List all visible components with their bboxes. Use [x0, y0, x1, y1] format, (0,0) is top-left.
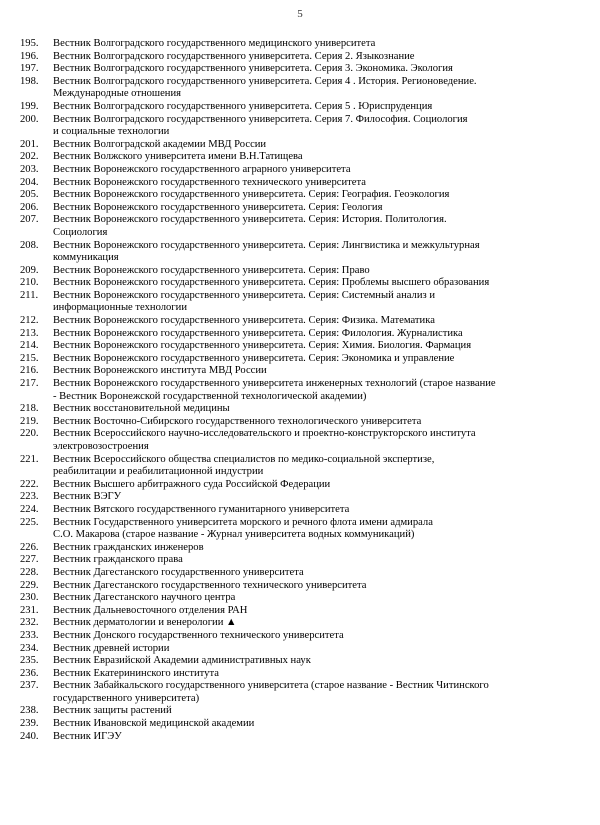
list-item-number: 218.	[20, 403, 39, 415]
list-item-title	[53, 63, 586, 76]
list-item	[20, 189, 586, 202]
list-item-title	[53, 76, 586, 101]
list-item	[20, 202, 586, 215]
list-item-title	[53, 718, 586, 731]
list-item-line: Вестник Дальневосточного отделения РАН	[53, 604, 248, 616]
list-item	[20, 617, 586, 630]
list-item	[20, 101, 586, 114]
list-item-line: Вестник Высшего арбитражного суда Российской Федерации	[53, 478, 331, 490]
list-item-line: Вестник Волгоградского государственного университета. Серия 5 . Юриспруденция	[53, 100, 433, 112]
list-item-number: 204.	[20, 176, 39, 188]
list-item-number: 210.	[20, 277, 39, 289]
list-item-title	[53, 680, 586, 705]
list-item-line: Вестник Воронежского государственного аграрного университета	[53, 163, 351, 175]
list-item	[20, 567, 586, 580]
list-item-number: 229.	[20, 579, 39, 591]
list-item-line: Вестник Воронежского государственного университета инженерных технологий (старое название	[53, 378, 496, 390]
list-item	[20, 517, 586, 542]
list-item-title	[53, 542, 586, 555]
list-item	[20, 214, 586, 239]
list-item	[20, 680, 586, 705]
list-item-title	[53, 630, 586, 643]
list-item-title	[53, 655, 586, 668]
list-item	[20, 731, 586, 744]
list-item	[20, 378, 586, 403]
list-item-line: Вестник Воронежского государственного университета. Серия: География. Геоэкология	[53, 189, 450, 201]
list-item	[20, 554, 586, 567]
list-item-title	[53, 277, 586, 290]
list-item	[20, 479, 586, 492]
list-item-number: 238.	[20, 705, 39, 717]
list-item-number: 205.	[20, 189, 39, 201]
list-item-line: Вестник древней истории	[53, 642, 170, 654]
list-item-line: - Вестник Воронежской государственной технологической академии)	[53, 390, 367, 402]
list-item-line: Вестник Волжского университета имени В.Н.Татищева	[53, 151, 303, 163]
list-item-number: 209.	[20, 264, 39, 276]
list-item-line: информационные технологии	[53, 302, 187, 314]
list-item-line: Вестник Воронежского государственного университета. Серия: Проблемы высшего образования	[53, 277, 490, 289]
list-item-title	[53, 189, 586, 202]
list-item	[20, 504, 586, 517]
list-item-line: Вестник Волгоградского государственного университета. Серия 4 . История. Регионоведение.	[53, 75, 477, 87]
list-item-line: Вестник Воронежского государственного университета. Серия: Право	[53, 264, 370, 276]
list-item-line: Вестник Волгоградского государственного университета. Серия 3. Экономика. Экология	[53, 63, 453, 75]
list-item-line: Вестник защиты растений	[53, 705, 172, 717]
list-item	[20, 114, 586, 139]
list-item-title	[53, 592, 586, 605]
list-item-line: Вестник Восточно-Сибирского государственного технологического университета	[53, 415, 422, 427]
page-number: 5	[297, 8, 303, 20]
list-item-line: Вестник Волгоградского государственного медицинского университета	[53, 38, 376, 49]
list-item-number: 237.	[20, 680, 39, 692]
list-item	[20, 177, 586, 190]
list-item-line: С.О. Макарова (старое название - Журнал университета водных коммуникаций)	[53, 529, 415, 541]
list-item	[20, 51, 586, 64]
list-item	[20, 655, 586, 668]
list-item-title	[53, 101, 586, 114]
list-item-number: 219.	[20, 415, 39, 427]
list-item-number: 207.	[20, 214, 39, 226]
list-item-title	[53, 504, 586, 517]
list-item-title	[53, 643, 586, 656]
list-item-number: 224.	[20, 503, 39, 515]
list-item-line: Вестник гражданского права	[53, 554, 183, 566]
list-item-line: Вестник Дагестанского государственного университета	[53, 566, 304, 578]
list-item-line: реабилитации и реабилитационной индустрии	[53, 466, 264, 478]
list-item-line: Вестник Всероссийского научно-исследовательского и проектно-конструкторского института	[53, 428, 476, 440]
list-item-line: Вестник ИГЭУ	[53, 730, 122, 742]
list-item-line: Вестник Воронежского государственного университета. Серия: История. Политология.	[53, 214, 447, 226]
list-item-title	[53, 479, 586, 492]
list-item-line: Вестник Воронежского государственного университета. Серия: Геология	[53, 201, 383, 213]
list-item-line: Вестник Всероссийского общества специалистов по медико-социальной экспертизе,	[53, 453, 435, 465]
list-item-number: 234.	[20, 642, 39, 654]
list-item-title	[53, 617, 586, 630]
list-item-number: 200.	[20, 113, 39, 125]
list-item-line: Вестник Воронежского государственного университета. Серия: Физика. Математика	[53, 315, 435, 327]
list-item-number: 225.	[20, 516, 39, 528]
list-item	[20, 315, 586, 328]
list-item-number: 212.	[20, 315, 39, 327]
list-item-number: 228.	[20, 566, 39, 578]
journal-list	[20, 38, 586, 743]
list-item-title	[53, 177, 586, 190]
list-item-line: государственного университета)	[53, 692, 200, 704]
list-item	[20, 290, 586, 315]
list-item	[20, 38, 586, 51]
list-item-title	[53, 517, 586, 542]
list-item-line: Вестник Евразийской Академии административных наук	[53, 655, 311, 667]
list-item-number: 239.	[20, 718, 39, 730]
list-item	[20, 76, 586, 101]
list-item-line: Вестник Екатерининского института	[53, 667, 219, 679]
list-item-number: 196.	[20, 50, 39, 62]
list-item-line: Вестник Воронежского государственного университета. Серия: Химия. Биология. Фармация	[53, 340, 472, 352]
list-item-line: Вестник Дагестанского государственного технического университета	[53, 579, 367, 591]
list-item	[20, 428, 586, 453]
list-item	[20, 643, 586, 656]
list-item	[20, 353, 586, 366]
list-item	[20, 542, 586, 555]
list-item	[20, 592, 586, 605]
list-item	[20, 668, 586, 681]
list-item-title	[53, 353, 586, 366]
list-item-number: 220.	[20, 428, 39, 440]
list-item	[20, 365, 586, 378]
list-item-title	[53, 328, 586, 341]
list-item-number: 223.	[20, 491, 39, 503]
list-item-line: и социальные технологии	[53, 126, 170, 138]
list-item-line: Вестник Воронежского государственного технического университета	[53, 176, 366, 188]
list-item	[20, 277, 586, 290]
list-item-number: 214.	[20, 340, 39, 352]
list-item	[20, 139, 586, 152]
list-item-number: 230.	[20, 592, 39, 604]
list-item	[20, 491, 586, 504]
list-item-title	[53, 731, 586, 744]
list-item-title	[53, 403, 586, 416]
list-item-title	[53, 365, 586, 378]
list-item-number: 199.	[20, 100, 39, 112]
list-item-title	[53, 151, 586, 164]
list-item-title	[53, 454, 586, 479]
list-item-number: 227.	[20, 554, 39, 566]
list-item	[20, 705, 586, 718]
list-item-number: 202.	[20, 151, 39, 163]
list-item-number: 215.	[20, 352, 39, 364]
list-item-title	[53, 114, 586, 139]
list-item-line: Вестник гражданских инженеров	[53, 541, 204, 553]
list-item-title	[53, 139, 586, 152]
list-item	[20, 580, 586, 593]
list-item-number: 216.	[20, 365, 39, 377]
list-item	[20, 240, 586, 265]
list-item-title	[53, 554, 586, 567]
list-item-number: 226.	[20, 541, 39, 553]
list-item	[20, 265, 586, 278]
list-item-title	[53, 265, 586, 278]
list-item-number: 203.	[20, 163, 39, 175]
list-item-number: 217.	[20, 378, 39, 390]
list-item-number: 211.	[20, 289, 39, 301]
list-item-number: 222.	[20, 478, 39, 490]
list-item-number: 240.	[20, 730, 39, 742]
list-item	[20, 605, 586, 618]
list-item	[20, 328, 586, 341]
list-item-line: Вестник Воронежского государственного университета. Серия: Экономика и управление	[53, 352, 455, 364]
list-item	[20, 630, 586, 643]
list-item-line: Вестник Дагестанского научного центра	[53, 592, 236, 604]
list-item-title	[53, 567, 586, 580]
list-item	[20, 454, 586, 479]
list-item-number: 232.	[20, 617, 39, 629]
list-item-title	[53, 38, 586, 51]
list-item-line: Вестник Волгоградской академии МВД России	[53, 138, 267, 150]
list-item-title	[53, 51, 586, 64]
list-item-line: Вестник Волгоградского государственного университета. Серия 7. Философия. Социология	[53, 113, 468, 125]
list-item-line: Вестник Воронежского государственного университета. Серия: Системный анализ и	[53, 289, 436, 301]
list-item-title	[53, 668, 586, 681]
list-item	[20, 403, 586, 416]
list-item-line: Вестник Ивановской медицинской академии	[53, 718, 255, 730]
list-item-title	[53, 214, 586, 239]
list-item-title	[53, 428, 586, 453]
list-item-title	[53, 240, 586, 265]
list-item-line: Вестник Забайкальского государственного университета (старое название - Вестник Читинского	[53, 680, 489, 692]
list-item	[20, 718, 586, 731]
list-item-title	[53, 340, 586, 353]
list-item-line: электровозостроения	[53, 441, 149, 452]
list-item-number: 201.	[20, 138, 39, 150]
list-item-line: Вестник Воронежского государственного университета. Серия: Филология. Журналистика	[53, 327, 463, 339]
list-item-line: Социология	[53, 226, 108, 238]
list-item-title	[53, 290, 586, 315]
list-item-number: 213.	[20, 327, 39, 339]
list-item-title	[53, 416, 586, 429]
list-item-number: 233.	[20, 629, 39, 641]
list-item-number: 236.	[20, 667, 39, 679]
list-item-number: 206.	[20, 201, 39, 213]
list-item-number: 208.	[20, 239, 39, 251]
list-item-line: Вестник Вятского государственного гуманитарного университета	[53, 503, 350, 515]
list-item-number: 197.	[20, 63, 39, 75]
list-item-line: Вестник дерматологии и венерологии ▲	[53, 617, 237, 629]
list-item-line: Вестник Воронежского института МВД России	[53, 365, 267, 377]
list-item-line: Международные отношения	[53, 88, 181, 100]
list-item-title	[53, 491, 586, 504]
list-item-number: 221.	[20, 453, 39, 465]
list-item-number: 198.	[20, 75, 39, 87]
list-item	[20, 164, 586, 177]
list-item-title	[53, 315, 586, 328]
list-item-title	[53, 580, 586, 593]
list-item-number: 195.	[20, 38, 39, 49]
list-item-line: Вестник ВЭГУ	[53, 491, 122, 503]
list-item-title	[53, 164, 586, 177]
list-item-title	[53, 605, 586, 618]
list-item-line: Вестник восстановительной медицины	[53, 403, 230, 415]
list-item-line: коммуникация	[53, 252, 119, 264]
list-item-line: Вестник Волгоградского государственного университета. Серия 2. Языкознание	[53, 50, 415, 62]
list-item	[20, 63, 586, 76]
list-item-number: 231.	[20, 604, 39, 616]
list-item	[20, 416, 586, 429]
list-item-line: Вестник Воронежского государственного университета. Серия: Лингвистика и межкультурная	[53, 239, 480, 251]
list-item-title	[53, 378, 586, 403]
list-item-number: 235.	[20, 655, 39, 667]
list-item-title	[53, 202, 586, 215]
list-item-title	[53, 705, 586, 718]
list-item-line: Вестник Государственного университета морского и речного флота имени адмирала	[53, 516, 433, 528]
list-item	[20, 340, 586, 353]
list-item-line: Вестник Донского государственного технического университета	[53, 629, 344, 641]
list-item	[20, 151, 586, 164]
